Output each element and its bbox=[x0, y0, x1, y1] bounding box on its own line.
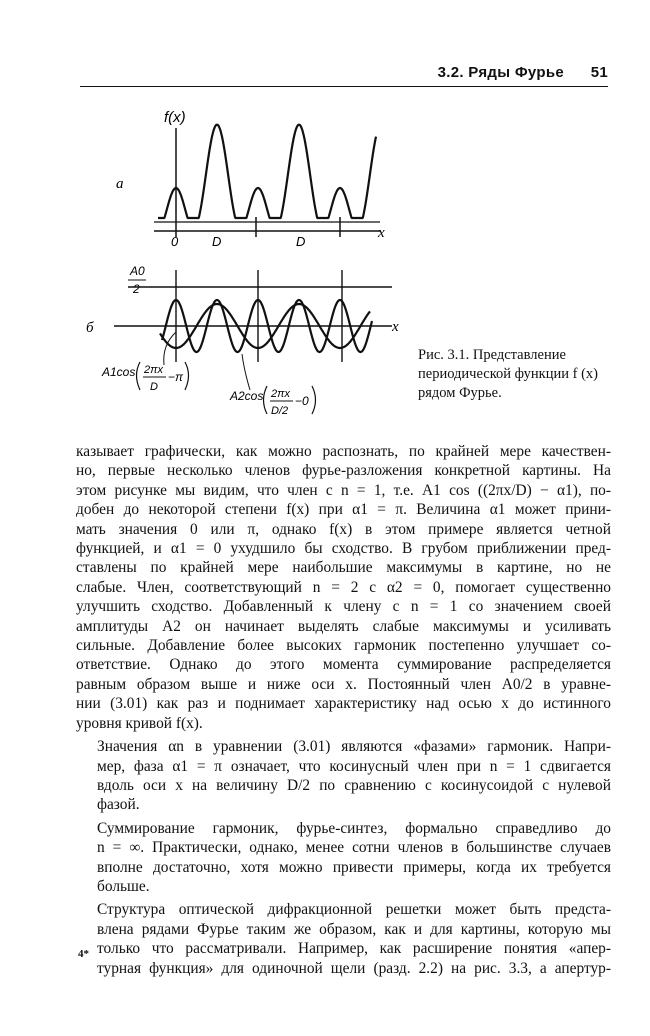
text-line: улучшить сходство. Добавленный к члену с n = 1 со значением своей bbox=[76, 598, 611, 616]
paragraph-2 bbox=[76, 737, 611, 815]
header-rule bbox=[80, 86, 608, 87]
term2-suffix: −0 bbox=[295, 394, 309, 408]
term1-numerator: 2πx bbox=[144, 364, 163, 376]
text-line: только что рассматривали. Например, как расширение понятия «апер- bbox=[97, 940, 611, 958]
f-axis-label: f(x) bbox=[164, 109, 186, 126]
text-line: ставлены по крайней мере наибольшие максимумы в картине, но не bbox=[76, 559, 611, 577]
tick-d2-label: D bbox=[296, 234, 306, 249]
text-line: мать значения 0 или π, однако f(x) в этом примере является четной bbox=[76, 520, 611, 538]
text-line: ответствие. Однако до этого момента суммирование распределяется bbox=[76, 656, 611, 674]
section-title: 3.2. Ряды Фурье bbox=[437, 64, 564, 81]
panel-a-label: а bbox=[116, 176, 124, 192]
tick-d1-label: D bbox=[212, 234, 222, 249]
a0-denominator: 2 bbox=[133, 282, 140, 296]
text-line: вдоль оси x на величину D/2 по сравнению с косинусоидой с нулевой bbox=[97, 776, 611, 794]
text-line: турная функция» для одиночной щели (разд. 2.2) на рис. 3.3, а апертур- bbox=[97, 959, 611, 977]
term2-close-paren bbox=[312, 386, 316, 414]
term2-denominator: D/2 bbox=[271, 405, 289, 417]
text-line: казывает графически, как можно распознать, по крайней мере качествен- bbox=[76, 443, 611, 460]
panel-b bbox=[86, 264, 399, 417]
text-line: больше. bbox=[97, 877, 150, 895]
running-header bbox=[80, 64, 608, 88]
term1-open-paren bbox=[137, 362, 141, 390]
text-line: функцией, и α1 = 0 ухудшило бы сходство. В грубом приближении пред- bbox=[76, 540, 611, 558]
text-line: равным образом выше и ниже оси x. Постоянный член A0/2 в уравне- bbox=[76, 675, 611, 693]
paragraph-1 bbox=[76, 442, 611, 733]
term2-prefix: A2cos bbox=[230, 389, 264, 403]
text-line: n = ∞. Практически, однако, менее сотни членов в большинстве случаев bbox=[97, 839, 611, 857]
paragraph-3 bbox=[76, 819, 611, 897]
body-text bbox=[76, 442, 611, 978]
text-line: влена рядами Фурье таким же образом, как и для картины, которую мы bbox=[97, 920, 611, 938]
x-axis-label-a: x bbox=[378, 225, 385, 241]
text-line: уровня кривой f(x). bbox=[76, 714, 203, 732]
signature-mark: 4* bbox=[78, 948, 89, 960]
a0-numerator: A0 bbox=[130, 264, 145, 278]
text-line: Суммирование гармоник, фурье-синтез, формально справедливо до bbox=[97, 819, 611, 837]
text-line: мер, фаза α1 = π означает, что косинусный член при n = 1 сдвигается bbox=[97, 757, 611, 775]
text-line: нии (3.01) как раз и поднимает характеристику над осью x до истинного bbox=[76, 695, 611, 713]
tick-zero-label: 0 bbox=[171, 234, 179, 249]
text-line: вполне достаточно, хотя можно привести примеры, когда их требуется bbox=[97, 858, 611, 876]
x-axis-label-b: x bbox=[392, 319, 399, 335]
text-line: амплитуды A2 он начинает выделять слабые максимумы и усиливать bbox=[76, 617, 611, 635]
paragraph-4 bbox=[76, 900, 611, 978]
text-line: добен до некоторой степени f(x) при α1 = π. Величина α1 может прини- bbox=[76, 501, 611, 519]
panel-a bbox=[116, 109, 385, 249]
text-line: фазой. bbox=[97, 796, 140, 814]
panel-b-label: б bbox=[86, 320, 94, 336]
term2-leader bbox=[242, 354, 250, 390]
term2-numerator: 2πx bbox=[271, 388, 290, 400]
text-line: этом рисунке мы видим, что член с n = 1, т.е. A1 cos ((2πx/D) − α1), по- bbox=[76, 481, 611, 499]
text-line: сильные. Добавление более высоких гармоник постепенно улучшает со- bbox=[76, 637, 611, 655]
term1-denominator: D bbox=[150, 381, 158, 393]
fourier-figure bbox=[80, 100, 410, 420]
text-line: Структура оптической дифракционной решетки может быть предста- bbox=[97, 901, 611, 919]
figure-caption: Рис. 3.1. Представление периодической функции f (x) рядом Фурье. bbox=[418, 347, 598, 401]
term1-suffix: −π bbox=[168, 370, 184, 384]
term2-open-paren bbox=[264, 386, 268, 414]
page-number: 51 bbox=[590, 64, 608, 81]
text-line: Значения αn в уравнении (3.01) являются «фазами» гармоник. Напри- bbox=[97, 738, 611, 756]
text-line: слабые. Член, соответствующий n = 2 с α2 = 0, помогает существенно bbox=[76, 578, 611, 596]
term1-prefix: A1cos bbox=[102, 365, 136, 379]
curve-f-x bbox=[158, 125, 376, 218]
term1-close-paren bbox=[185, 362, 189, 390]
text-line: но, первые несколько членов фурье-разложения конкретной картины. На bbox=[76, 462, 611, 480]
